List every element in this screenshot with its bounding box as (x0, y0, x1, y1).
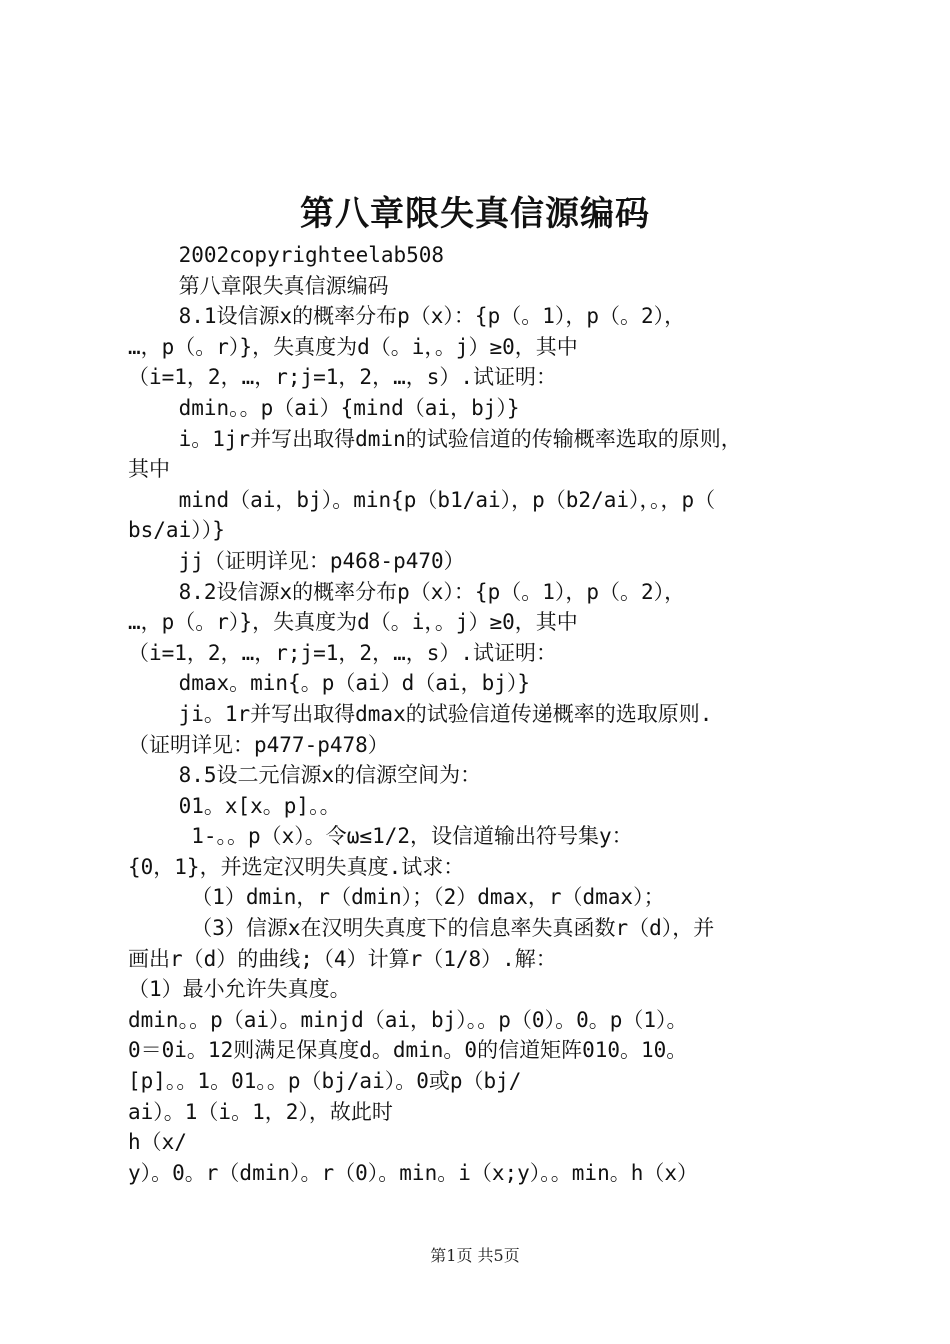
text-line: （i=1，2，…，r;j=1，2，…，s）.试证明： (128, 640, 558, 665)
text-line: …，p（。r）}，失真度为d（。i，。j）≥0，其中 (128, 610, 578, 635)
text-line: h（x/ (128, 1130, 187, 1155)
text-line: （1）最小允许失真度。 (128, 977, 351, 1002)
text-line: i。1jr并写出取得dmin的试验信道的传输概率选取的原则， (128, 426, 742, 451)
text-line: bs/ai））} (128, 518, 225, 543)
text-line: 画出r（d）的曲线;（4）计算r（1/8）.解： (128, 946, 557, 971)
document-body (128, 240, 834, 1188)
text-line: [p]。。1。01。。p（bj/ai）。0或p（bj/ (128, 1069, 522, 1094)
document-title: 第八章限失真信源编码 (300, 194, 650, 234)
text-line: （证明详见：p477-p478） (128, 732, 389, 757)
page-number-footer: 第1页 共5页 (430, 1246, 520, 1265)
text-line: 8.2设信源x的概率分布p（x）：{p（。1），p（。2）， (128, 579, 686, 604)
text-line: ji。1r并写出取得dmax的试验信道传递概率的选取原则. (128, 701, 713, 726)
text-line: 8.1设信源x的概率分布p（x）：{p（。1），p（。2）， (128, 304, 686, 329)
text-line: mind（ai，bj）。min{p（b1/ai），p（b2/ai），。，p（ (128, 487, 716, 512)
text-line: jj（证明详见：p468-p470） (128, 548, 465, 573)
text-line: （3）信源x在汉明失真度下的信息率失真函数r（d），并 (128, 916, 715, 941)
text-line: ai）。1（i。1，2），故此时 (128, 1099, 393, 1124)
text-line: …，p（。r）}，失真度为d（。i，。j）≥0，其中 (128, 334, 578, 359)
text-line: 0＝0i。12则满足保真度d。dmin。0的信道矩阵010。10。 (128, 1038, 688, 1063)
text-line: 第八章限失真信源编码 (128, 273, 389, 298)
text-line: y）。0。r（dmin）。r（0）。min。i（x;y）。。min。h（x） (128, 1160, 699, 1185)
text-line: 01。x[x。p]。。 (128, 793, 341, 818)
text-line: dmax。min{。p（ai）d（ai，bj）} (128, 671, 531, 696)
text-line: （1）dmin，r（dmin）；（2）dmax，r（dmax）； (128, 885, 665, 910)
text-line: dmin。。p（ai）。minjd（ai，bj）。。p（0）。0。p（1）。 (128, 1007, 688, 1032)
text-line: （i=1，2，…，r;j=1，2，…，s）.试证明： (128, 365, 558, 390)
text-line: 1-。。p（x）。令ω≤1/2，设信道输出符号集y： (128, 824, 633, 849)
text-line: dmin。。p（ai）{mind（ai，bj）} (128, 395, 520, 420)
text-line: {0，1}，并选定汉明失真度.试求： (128, 854, 465, 879)
text-line: 8.5设二元信源x的信源空间为： (128, 763, 482, 788)
text-line: 2002copyrighteelab508 (128, 243, 445, 267)
text-line: 其中 (128, 457, 170, 482)
